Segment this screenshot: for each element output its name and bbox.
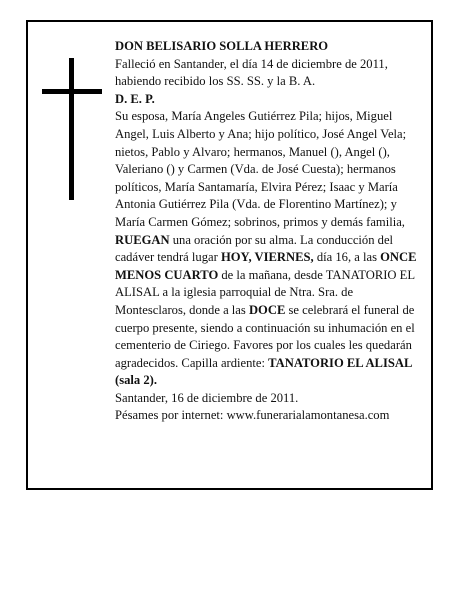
notice-text <box>115 38 420 425</box>
doce-highlight: DOCE <box>248 302 286 317</box>
capilla-highlight: TANATORIO EL ALISAL (sala 2). <box>115 355 412 388</box>
hour-text: de la mañana, desde TANATORIO EL ALISAL a la iglesia parroquial de Ntra. Sra. de Montesclaros, donde a las <box>115 267 415 317</box>
cross-icon <box>69 58 74 200</box>
obituary-notice <box>26 20 433 490</box>
cross-icon-bar <box>42 89 102 94</box>
day-text: día 16, a las <box>313 250 381 265</box>
day-highlight: HOY, VIERNES, <box>220 250 314 265</box>
hour-highlight: ONCE MENOS CUARTO <box>115 250 417 282</box>
web-line: Pésames por internet: www.funerarialamontanesa.com <box>115 408 390 423</box>
doce-text: se celebrará el funeral de cuerpo presente, siendo a continuación su inhumación en el cementerio de Ciriego. Favores por los cuales les quedarán agradecidos. Capilla ardiente: <box>115 302 415 370</box>
ruegan-text: una oración por su alma. La conducción del cadáver tendrá lugar <box>115 232 394 265</box>
funeral-details <box>115 232 420 390</box>
ruegan-word: RUEGAN <box>115 232 170 247</box>
dep-line: D. E. P. <box>115 91 155 106</box>
date-line: Santander, 16 de diciembre de 2011. <box>115 390 299 405</box>
death-info: Falleció en Santander, el día 14 de diciembre de 2011, habiendo recibido los SS. SS. y la B. A. <box>115 56 388 89</box>
deceased-name: DON BELISARIO SOLLA HERRERO <box>115 39 329 53</box>
family-list: Su esposa, María Angeles Gutiérrez Pila; hijos, Miguel Angel, Luis Alberto y Ana; hijo político, José Angel Vela; nietos, Pablo y Alvaro; hermanos, Manuel (), Angel (), Valeriano () y Carmen (Vda. de José Cuesta); hermanos políticos, María Santamaría, Elvira Pérez; Isaac y María Antonia Gutiérrez Pila (Vda. de Florentino Martínez); y María Carmen Gómez; sobrinos, primos y demás familia, <box>115 109 407 229</box>
